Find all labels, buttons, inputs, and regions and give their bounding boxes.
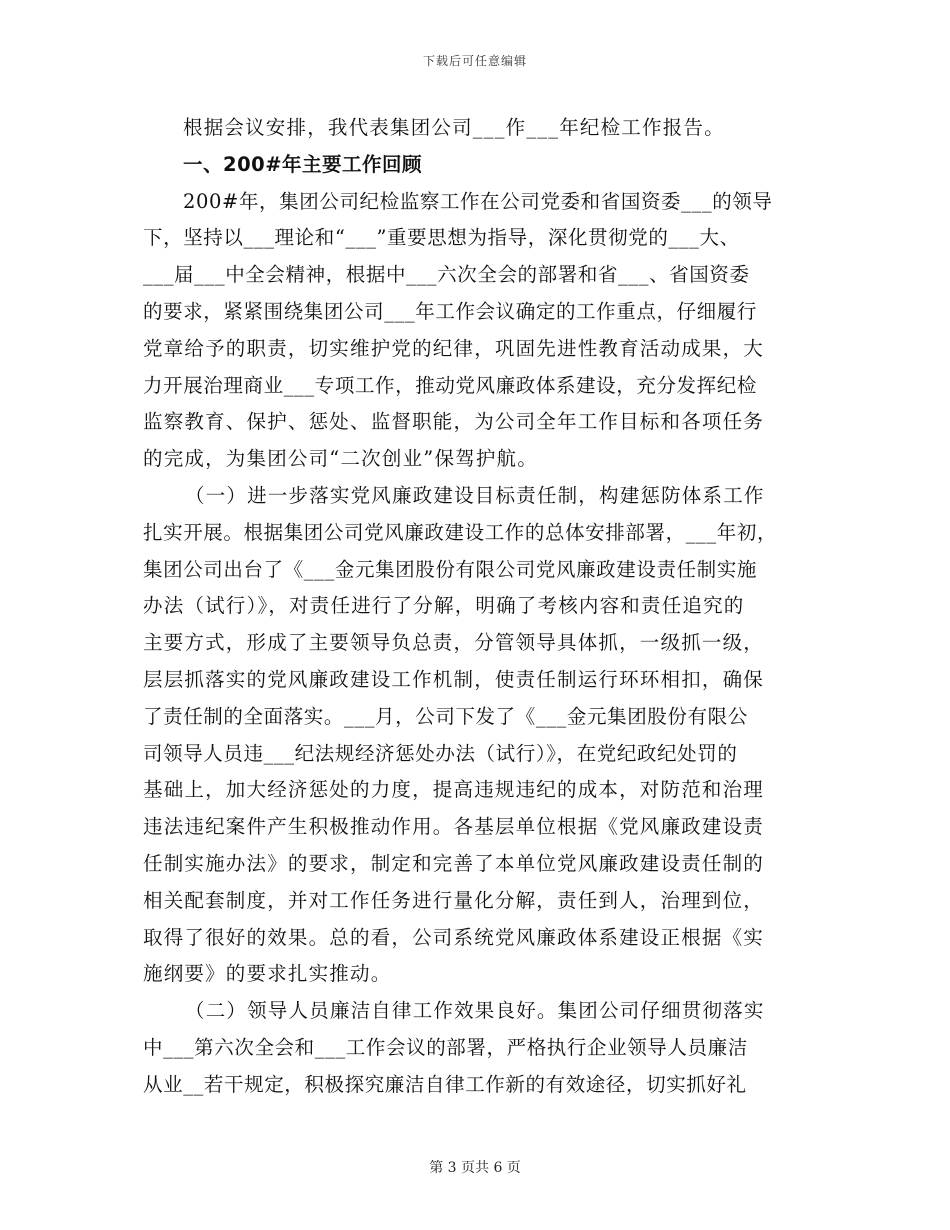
- paragraph-line: 集团公司出台了《___金元集团股份有限公司党风廉政建设责任制实施: [143, 557, 757, 581]
- paragraph-line: 层层抓落实的党风廉政建设工作机制，使责任制运行环环相扣，确保: [143, 667, 765, 691]
- paragraph-line: 违法违纪案件产生积极推动作用。各基层单位根据《党风廉政建设责: [143, 815, 765, 839]
- paragraph-line: 扎实开展。根据集团公司党风廉政建设工作的总体安排部署，___年初，: [143, 520, 778, 544]
- paragraph-line: 基础上，加大经济惩处的力度，提高违规违纪的成本，对防范和治理: [143, 778, 765, 802]
- document-body: [143, 110, 815, 1104]
- paragraph-line: 司领导人员违___纪法规经济惩处办法（试行）》，在党纪政纪处罚的: [143, 741, 738, 765]
- paragraph-line: ___届___中全会精神，根据中___六次全会的部署和省___、省国资委: [143, 263, 750, 287]
- subsection-line: （二）领导人员廉洁自律工作效果良好。集团公司仔细贯彻落实: [185, 999, 765, 1023]
- paragraph-line: 从业__若干规定，积极探究廉洁自律工作新的有效途径，切实抓好礼: [143, 1072, 747, 1096]
- paragraph-line: 任制实施办法》的要求，制定和完善了本单位党风廉政建设责任制的: [143, 851, 765, 875]
- paragraph-line: 施纲要》的要求扎实推动。: [143, 962, 392, 986]
- paragraph-line: 办法（试行）》，对责任进行了分解，明确了考核内容和责任追究的: [143, 594, 745, 618]
- section-heading: 一、200#年主要工作回顾: [183, 152, 423, 176]
- paragraph-line: 相关配套制度，并对工作任务进行量化分解，责任到人，治理到位，: [143, 888, 765, 912]
- paragraph-line: 党章给予的职责，切实维护党的纪律，巩固先进性教育活动成果，大: [143, 336, 765, 360]
- page-number: 第 3 页共 6 页: [429, 1160, 521, 1176]
- paragraph-line: 监察教育、保护、惩处、监督职能，为公司全年工作目标和各项任务: [143, 410, 765, 434]
- paragraph-line: 取得了很好的效果。总的看，公司系统党风廉政体系建设正根据《实: [143, 925, 765, 949]
- paragraph-line: 的完成，为集团公司“二次创业”保驾护航。: [143, 447, 538, 471]
- paragraph-line: 力开展治理商业___专项工作，推动党风廉政体系建设，充分发挥纪检: [143, 373, 757, 397]
- paragraph-line: 200#年，集团公司纪检监察工作在公司党委和省国资委___的领导: [183, 189, 773, 213]
- page-header: 下载后可任意编辑: [422, 54, 527, 68]
- subsection-line: （一）进一步落实党风廉政建设目标责任制，构建惩防体系工作: [185, 483, 765, 507]
- paragraph-line: 主要方式，形成了主要领导负总责，分管领导具体抓，一级抓一级，: [143, 631, 765, 655]
- paragraph-line: 中___第六次全会和___工作会议的部署，严格执行企业领导人员廉洁: [143, 1035, 748, 1059]
- paragraph-line: 的要求，紧紧围绕集团公司___年工作会议确定的工作重点，仔细履行: [143, 299, 757, 323]
- intro-paragraph-line: 根据会议安排，我代表集团公司___作___年纪检工作报告。: [183, 116, 725, 139]
- paragraph-line: 下，坚持以___理论和“___”重要思想为指导，深化贯彻党的___大、: [143, 226, 740, 250]
- paragraph-line: 了责任制的全面落实。___月，公司下发了《___金元集团股份有限公: [143, 704, 748, 728]
